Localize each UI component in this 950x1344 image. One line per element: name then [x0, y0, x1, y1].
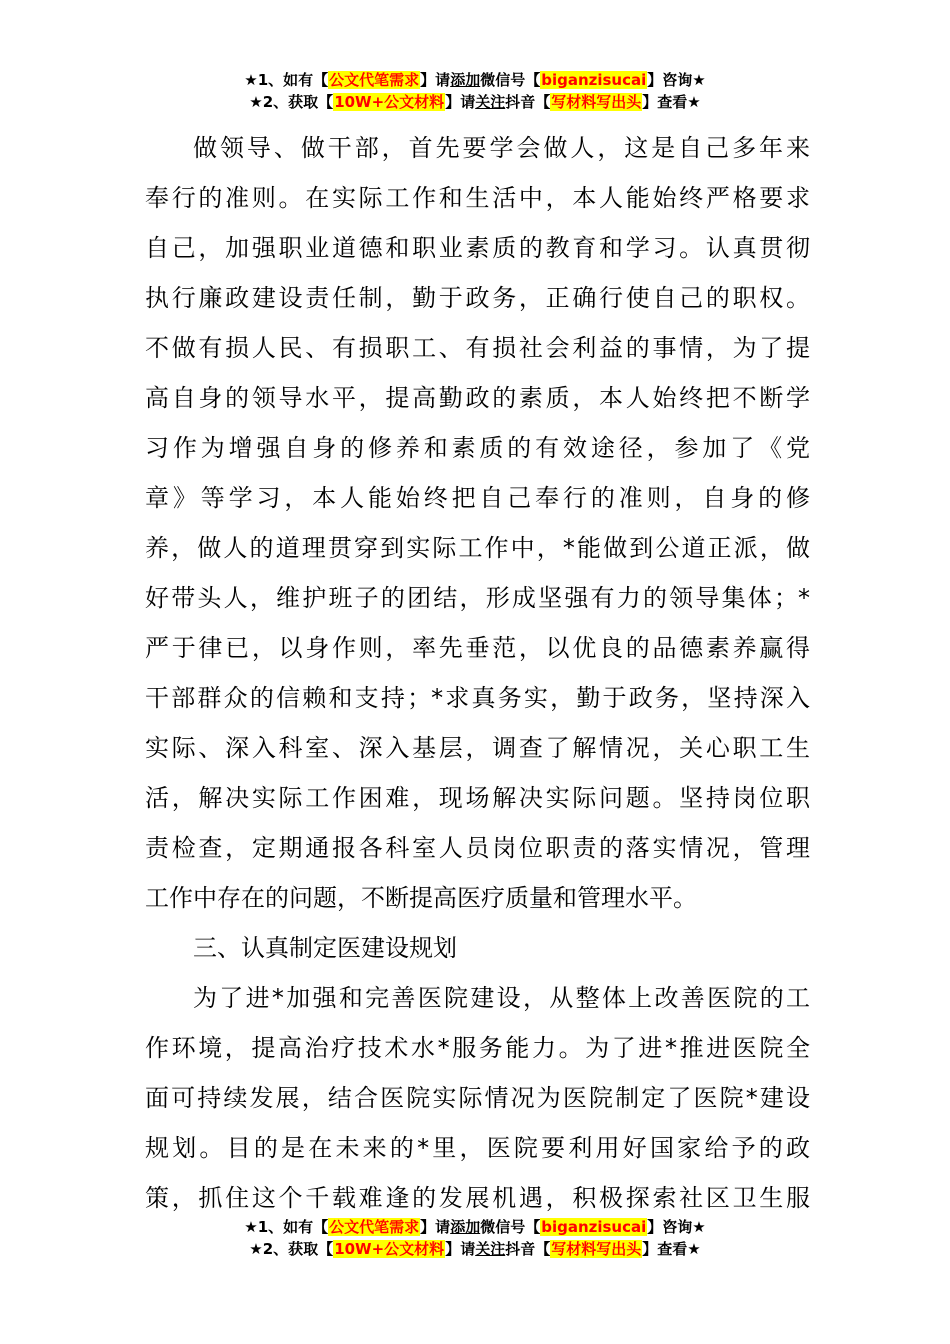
paragraph-line: 好带头人，维护班子的团结，形成坚强有力的领导集体；* [145, 584, 810, 612]
paragraph-line: 责检查，定期通报各科室人员岗位职责的落实情况，管理 [145, 834, 810, 862]
ad-text: 】请 [445, 1240, 476, 1258]
ad-douyin-name: 写材料写出头 [551, 1240, 642, 1258]
ad-text: ★2、获取【 [249, 1240, 334, 1258]
section-heading: 三、认真制定医建设规划 [193, 934, 457, 962]
paragraph-line: 奉行的准则。在实际工作和生活中，本人能始终严格要求 [145, 184, 810, 212]
paragraph-line: 自己，加强职业道德和职业素质的教育和学习。认真贯彻 [145, 234, 810, 262]
paragraph-line: 做领导、做干部，首先要学会做人，这是自己多年来 [193, 134, 810, 162]
paragraph-line: 策，抓住这个千载难逢的发展机遇，积极探索社区卫生服 [145, 1184, 810, 1212]
ad-text: 微信号【 [480, 1218, 541, 1236]
ad-highlight: 10W+公文材料 [334, 93, 445, 111]
paragraph-line: 工作中存在的问题，不断提高医疗质量和管理水平。 [145, 884, 697, 912]
ad-banner-bottom [0, 1216, 950, 1260]
ad-line-2 [0, 1238, 950, 1260]
paragraph-line: 养，做人的道理贯穿到实际工作中，*能做到公道正派，做 [145, 534, 810, 562]
ad-douyin-name: 写材料写出头 [551, 93, 642, 111]
ad-wechat-id: biganzisucai [541, 1218, 647, 1236]
ad-underline-text: 关注 [475, 93, 506, 111]
ad-text: 】请 [445, 93, 476, 111]
ad-highlight: 10W+公文材料 [334, 1240, 445, 1258]
ad-highlight: 公文代笔需求 [329, 71, 420, 89]
paragraph-line: 规划。目的是在未来的*里，医院要利用好国家给予的政 [145, 1134, 810, 1162]
paragraph-line: 实际、深入科室、深入基层，调查了解情况，关心职工生 [145, 734, 810, 762]
ad-wechat-id: biganzisucai [541, 71, 647, 89]
paragraph-line: 严于律已，以身作则，率先垂范，以优良的品德素养赢得 [145, 634, 810, 662]
ad-line-1 [0, 1216, 950, 1238]
paragraph-line: 干部群众的信赖和支持；*求真务实，勤于政务，坚持深入 [145, 684, 810, 712]
paragraph-line: 作环境，提高治疗技术水*服务能力。为了进*推进医院全 [145, 1034, 810, 1062]
ad-underline-text: 添加 [450, 71, 481, 89]
ad-text: ★1、如有【 [244, 71, 329, 89]
document-body [145, 123, 810, 1223]
paragraph-line: 为了进*加强和完善医院建设，从整体上改善医院的工 [193, 984, 810, 1012]
ad-text: 抖音【 [505, 1240, 551, 1258]
paragraph-line: 执行廉政建设责任制，勤于政务，正确行使自己的职权。 [145, 284, 810, 312]
paragraph-line: 活，解决实际工作困难，现场解决实际问题。坚持岗位职 [145, 784, 810, 812]
ad-line-1 [0, 69, 950, 91]
ad-text: ★1、如有【 [244, 1218, 329, 1236]
ad-text: 微信号【 [480, 71, 541, 89]
ad-banner-top [0, 69, 950, 113]
paragraph-line: 高自身的领导水平，提高勤政的素质，本人始终把不断学 [145, 384, 810, 412]
ad-underline-text: 关注 [475, 1240, 506, 1258]
ad-text: 】咨询★ [647, 1218, 706, 1236]
paragraph-line: 不做有损人民、有损职工、有损社会利益的事情，为了提 [145, 334, 810, 362]
paragraph-line: 面可持续发展，结合医院实际情况为医院制定了医院*建设 [145, 1084, 810, 1112]
ad-text: 抖音【 [505, 93, 551, 111]
ad-text: 】查看★ [642, 93, 701, 111]
ad-line-2 [0, 91, 950, 113]
paragraph-line: 章》等学习，本人能始终把自己奉行的准则，自身的修 [145, 484, 810, 512]
ad-text: 】查看★ [642, 1240, 701, 1258]
ad-text: 】咨询★ [647, 71, 706, 89]
paragraph-line: 习作为增强自身的修养和素质的有效途径，参加了《党 [145, 434, 810, 462]
ad-highlight: 公文代笔需求 [329, 1218, 420, 1236]
ad-text: 】请 [420, 71, 451, 89]
ad-text: ★2、获取【 [249, 93, 334, 111]
ad-underline-text: 添加 [450, 1218, 481, 1236]
ad-text: 】请 [420, 1218, 451, 1236]
